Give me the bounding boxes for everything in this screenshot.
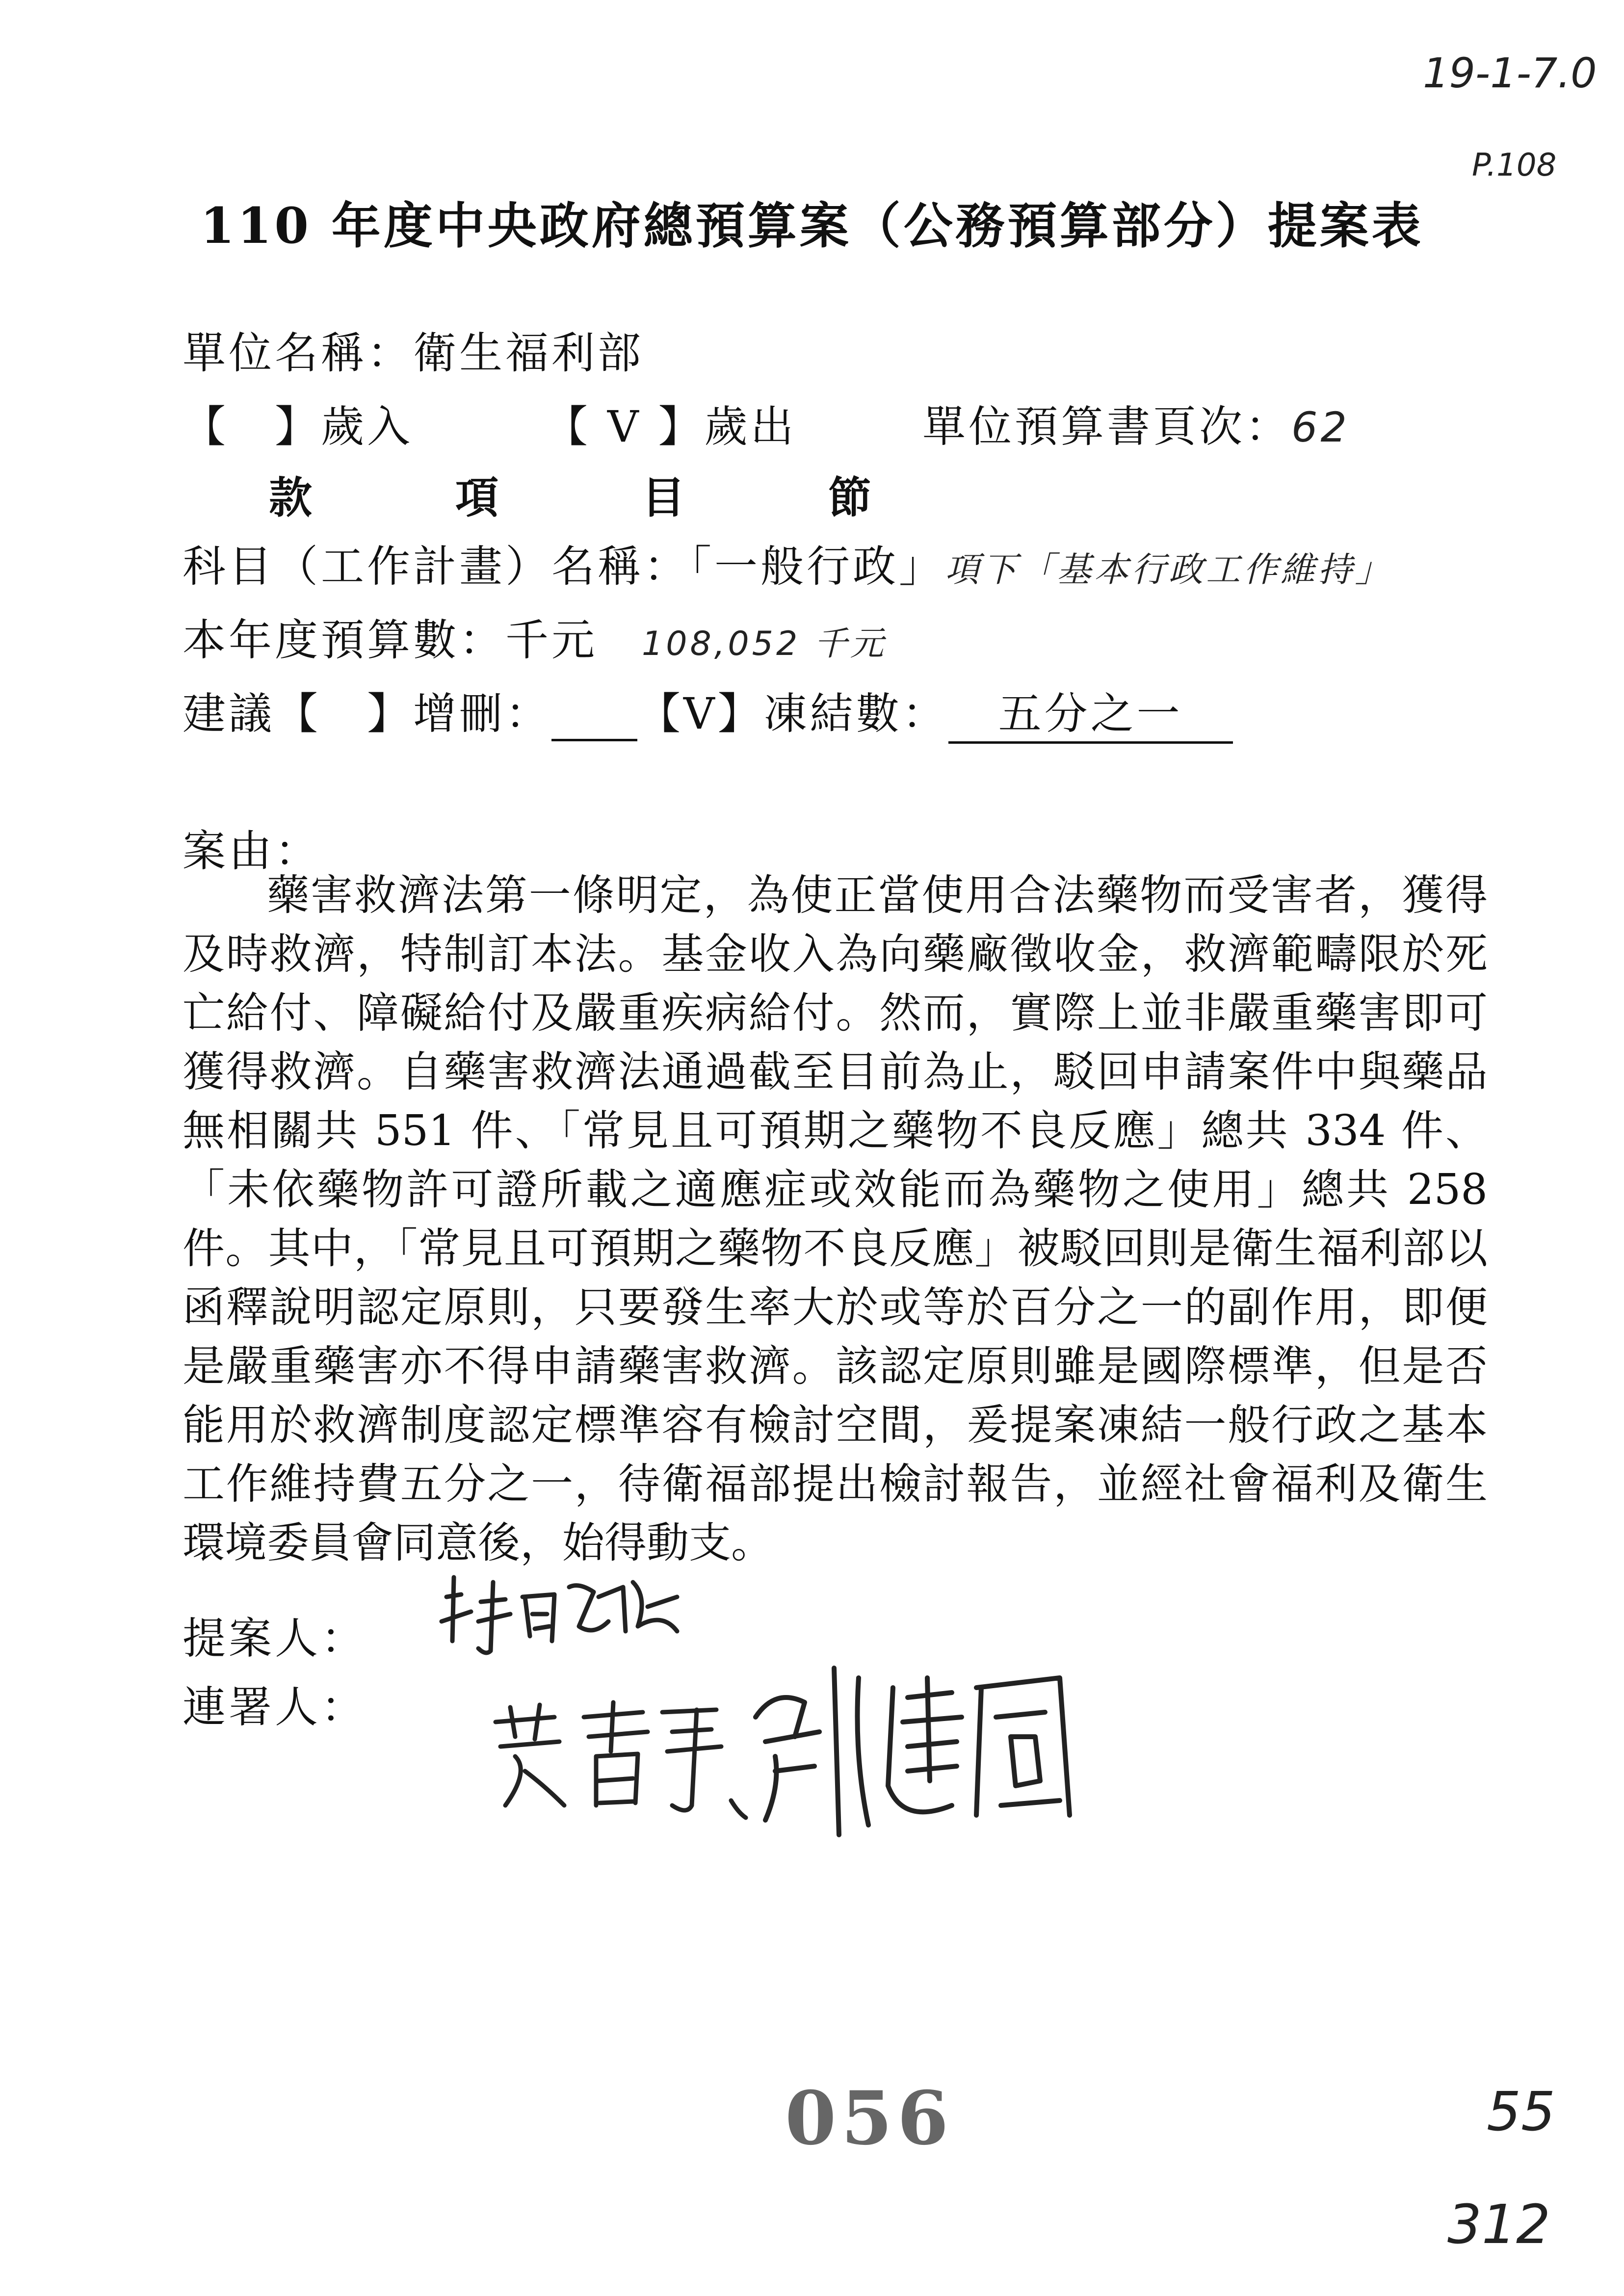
bottom-annotation-1: 55	[1487, 2080, 1555, 2143]
subject-printed: 「一般行政」	[690, 541, 945, 592]
category-row	[269, 464, 1015, 525]
proposal-row	[183, 679, 1233, 744]
revenue-checkbox: 【 】歲入	[183, 401, 414, 452]
unit-label: 單位名稱：	[183, 328, 414, 378]
proposer-label: 提案人：	[183, 1613, 367, 1664]
cosigner-signature-2	[746, 1658, 1089, 1854]
budget-handwritten: 108,052 千元	[642, 625, 887, 663]
adjust-blank	[551, 688, 637, 741]
proposal-prefix: 建議【 】增刪：	[183, 688, 552, 739]
freeze-label: 【V】凍結數：	[637, 688, 948, 739]
category-jie: 節	[828, 472, 875, 523]
page-number: 056	[785, 2075, 954, 2162]
page-title: 110 年度中央政府總預算案（公務預算部分）提案表	[200, 197, 1424, 255]
unit-value: 衛生福利部	[413, 328, 644, 378]
budget-row	[183, 606, 887, 668]
category-xiang: 項	[455, 472, 502, 523]
budget-label: 本年度預算數：千元	[183, 615, 598, 665]
bottom-annotation-2: 312	[1447, 2193, 1550, 2256]
page-annotation: P.108	[1472, 147, 1557, 183]
reason-body	[183, 866, 1488, 1572]
cosigner-label: 連署人：	[183, 1682, 367, 1732]
date-annotation: 19-1-7.0	[1423, 49, 1597, 97]
budget-book-page-value: 62	[1291, 403, 1350, 451]
reason-label: 案由：	[183, 826, 321, 876]
expense-checkbox: 【 V 】歲出	[545, 401, 797, 452]
budget-book-page	[922, 392, 1350, 454]
reason-paragraph: 藥害救濟法第一條明定，為使正當使用合法藥物而受害者，獲得及時救濟，特制訂本法。基金收入為向藥廠徵收金，救濟範疇限於死亡給付、障礙給付及嚴重疾病給付。然而，實際上並非嚴重藥害即可獲得救濟。自藥害救濟法通過截至目前為止，駁回申請案件中與藥品無相關共 551 件、「常見且可預期之藥物不良反應」總共 334 件、「未依藥物許可證所載之適應症或效能而為藥物之使用」總共 258 件。其中，「常見且可預期之藥物不良反應」被駁回則是衛生福利部以函釋說明認定原則，只要發生率大於或等於百分之一的副作用，即便是嚴重藥害亦不得申請藥害救濟。該認定原則雖是國際標準，但是否能用於救濟制度認定標準容有檢討空間，爰提案凍結一般行政之基本工作維持費五分之一，待衛福部提出檢討報告，並經社會福利及衛生環境委員會同意後，始得動支。	[183, 871, 1488, 1567]
cosigner-signature-1	[486, 1693, 751, 1830]
freeze-value: 五分之一	[948, 679, 1233, 744]
subject-label: 科目（工作計畫）名稱：	[183, 541, 690, 592]
subject-row	[183, 532, 1392, 594]
category-mu: 目	[642, 472, 688, 523]
category-kuan: 款	[269, 472, 315, 523]
unit-row	[183, 319, 644, 381]
subject-handwritten: 項下「基本行政工作維持」	[945, 549, 1393, 590]
budget-book-page-label: 單位預算書頁次：	[922, 401, 1292, 452]
